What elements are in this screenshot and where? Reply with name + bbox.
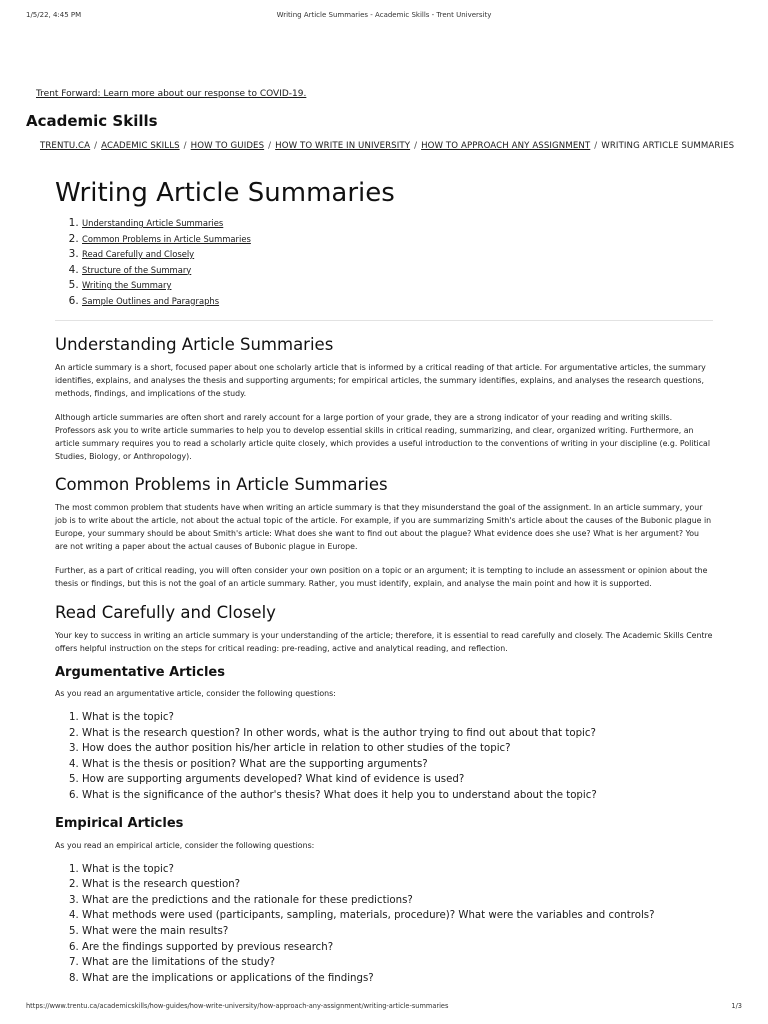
toc-item xyxy=(82,278,713,294)
list-item: 1. What is the topic? xyxy=(82,710,713,726)
list-item: 5. What were the main results? xyxy=(82,924,713,940)
toc-link-writing[interactable]: Writing the Summary xyxy=(82,280,172,290)
breadcrumb-item-trentu[interactable]: TRENTU.CA xyxy=(40,141,91,151)
empirical-questions-list xyxy=(55,862,713,987)
paragraph: As you read an argumentative article, consider the following questions: xyxy=(55,689,336,698)
list-item: 3. What are the predictions and the rationale for these predictions? xyxy=(82,893,713,909)
breadcrumb-separator: / xyxy=(94,141,98,151)
print-page-title: Writing Article Summaries - Academic Skills - Trent University xyxy=(276,11,492,19)
main-content xyxy=(55,176,713,986)
list-item: 8. What are the implications or applications of the findings? xyxy=(82,971,713,987)
covid-notice-link[interactable]: Trent Forward: Learn more about our response to COVID-19. xyxy=(36,89,307,99)
breadcrumb-item-how-to-write[interactable]: HOW TO WRITE IN UNIVERSITY xyxy=(275,141,411,151)
toc-link-structure[interactable]: Structure of the Summary xyxy=(82,264,192,275)
list-item: 5. How are supporting arguments developed? What kind of evidence is used? xyxy=(82,772,713,788)
print-url: https://www.trentu.ca/academicskills/how-guides/how-write-university/how-approach-any-assignment/writing-article-summaries xyxy=(26,1002,449,1010)
toc-link-common-problems[interactable]: Common Problems in Article Summaries xyxy=(82,233,251,244)
list-item: 6. Are the findings supported by previous research? xyxy=(82,940,713,956)
list-item: 6. What is the significance of the author's thesis? What does it help you to understand about the topic? xyxy=(82,788,713,804)
toc-link-samples[interactable]: Sample Outlines and Paragraphs xyxy=(82,295,220,306)
toc-item xyxy=(82,247,713,263)
table-of-contents xyxy=(55,216,713,309)
breadcrumb-item-how-to-approach[interactable]: HOW TO APPROACH ANY ASSIGNMENT xyxy=(421,141,591,151)
print-page-number: 1/3 xyxy=(731,1002,742,1010)
section-divider xyxy=(55,320,713,321)
toc-item xyxy=(82,232,713,248)
breadcrumb-item-academic-skills[interactable]: ACADEMIC SKILLS xyxy=(101,141,180,151)
section-heading-read-carefully: Read Carefully and Closely xyxy=(55,603,276,622)
paragraph: Your key to success in writing an article summary is your understanding of the article; therefore, it is essential to read carefully and closely. The Academic Skills Centre offers helpful instruction on the steps for critical reading: pre-reading, active and analytical reading, and reflection. xyxy=(55,631,713,653)
breadcrumb-item-how-to-guides[interactable]: HOW TO GUIDES xyxy=(190,141,265,151)
list-item: 7. What are the limitations of the study? xyxy=(82,955,713,971)
paragraph: The most common problem that students have when writing an article summary is that they misunderstand the goal of the assignment. In an article summary, your job is to write about the article, not about the actual topic of the article. For example, if you are summarizing Smith's article about the causes of the Bubonic plague in Europe, your summary should be about Smith's article: What does she want to find out about the plague? What evidence does she use? What is her argument? You are not writing a paper about the actual causes of Bubonic plague in Europe. xyxy=(55,503,712,551)
site-title[interactable]: Academic Skills xyxy=(26,112,158,130)
list-item: 2. What is the research question? xyxy=(82,877,713,893)
breadcrumb-separator: / xyxy=(183,141,187,151)
toc-link-read-carefully[interactable]: Read Carefully and Closely xyxy=(82,249,195,259)
breadcrumb-separator: / xyxy=(594,141,598,151)
section-heading-understanding: Understanding Article Summaries xyxy=(55,335,334,354)
paragraph: An article summary is a short, focused paper about one scholarly article that is informed by a critical reading of that article. For argumentative articles, the summary identifies, explains, and analyses the thesis and supporting arguments; for empirical articles, the summary identifies, explains, and analyses the research questions, methods, findings, and implications of the study. xyxy=(55,363,706,398)
argumentative-questions-list xyxy=(55,710,713,804)
print-datetime: 1/5/22, 4:45 PM xyxy=(26,11,82,19)
section-heading-common-problems: Common Problems in Article Summaries xyxy=(55,475,388,494)
breadcrumb-current: WRITING ARTICLE SUMMARIES xyxy=(601,141,735,151)
toc-item xyxy=(82,294,713,310)
list-item: 2. What is the research question? In other words, what is the author trying to find out about that topic? xyxy=(82,726,713,742)
list-item: 4. What is the thesis or position? What are the supporting arguments? xyxy=(82,757,713,773)
breadcrumb xyxy=(40,141,734,151)
breadcrumb-separator: / xyxy=(268,141,272,151)
print-header xyxy=(0,11,768,23)
page-title: Writing Article Summaries xyxy=(55,178,395,208)
toc-item xyxy=(82,263,713,279)
list-item: 1. What is the topic? xyxy=(82,862,713,878)
list-item: 4. What methods were used (participants, sampling, materials, procedure)? What were the variables and controls? xyxy=(82,908,713,924)
paragraph: Further, as a part of critical reading, you will often consider your own position on a topic or an argument; it is tempting to include an assessment or opinion about the thesis or findings, but this is not the goal of an article summary. Rather, you must identify, explain, and analyse the main point and how it is supported. xyxy=(55,566,708,588)
breadcrumb-separator: / xyxy=(414,141,418,151)
subsection-heading-argumentative: Argumentative Articles xyxy=(55,665,225,680)
subsection-heading-empirical: Empirical Articles xyxy=(55,815,184,831)
toc-link-understanding[interactable]: Understanding Article Summaries xyxy=(82,218,224,228)
paragraph: As you read an empirical article, consider the following questions: xyxy=(55,840,315,850)
toc-item xyxy=(82,216,713,232)
paragraph: Although article summaries are often short and rarely account for a large portion of your grade, they are a strong indicator of your reading and writing skills. Professors ask you to write article summaries to help you to develop essential skills in critical reading, summarizing, and clear, organized writing. Furthermore, an article summary requires you to read a scholarly article quite closely, which provides a useful introduction to the conventions of writing in your discipline (e.g. Political Studies, Biology, or Anthropology). xyxy=(55,413,711,461)
list-item: 3. How does the author position his/her article in relation to other studies of the topic? xyxy=(82,741,713,757)
